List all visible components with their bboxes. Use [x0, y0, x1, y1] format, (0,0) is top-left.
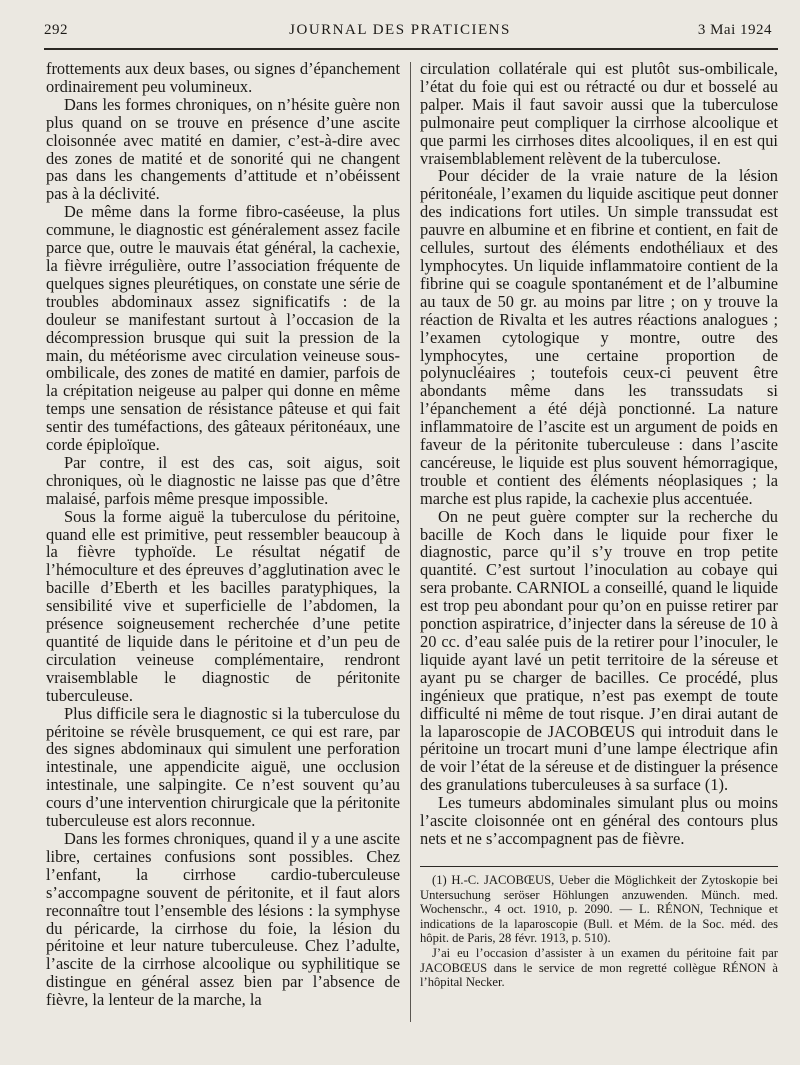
footnote: J’ai eu l’occasion d’assister à un examen du péritoine fait par JACOBŒUS dans le service de mon regretté collègue RÉNON à l’hôpital Necker. [420, 945, 778, 990]
paragraph: On ne peut guère compter sur la recherche du bacille de Koch dans le liquide pour fixer le diagnostic, parce qu’il s’y trouve en trop petite quantité. C’est surtout l’inoculation au cobaye qui sera probante. CARNIOL a conseillé, quand le liquide est trop peu abondant pour qu’on en puisse retirer par ponction aspiratrice, d’injecter dans la séreuse de 10 à 20 cc. d’eau salée puis de la retirer pour l’inoculer, le liquide ayant lavé un petit territoire de la séreuse et ayant pu se charger de bacilles. Ce procédé, plus ingénieux que pratique, n’est pas exempt de toute difficulté ni même de tout risque. J’en dirai autant de la laparoscopie de JACOBŒUS qui introduit dans le péritoine un trocart muni d’une lampe électrique afin de voir l’état de la séreuse et de distinguer la présence des granulations tuberculeuses à sa surface (1). [420, 506, 778, 795]
issue-date: 3 Mai 1924 [697, 22, 772, 38]
footnote: (1) H.-C. JACOBŒUS, Ueber die Möglichkeit der Zytoskopie bei Untersuchung seröser Höhlungen anzuwenden. Münch. med. Wochenschr., 4 oct. 1910, p. 2090. — L. RÉNON, Technique et indications de la laparoscopie (Bull. et Mém. de la Soc. méd. des hôpit. de Paris, 28 févr. 1913, p. 510). [420, 873, 778, 946]
column-divider [410, 62, 411, 1022]
header-rule [44, 48, 778, 50]
paragraph: Pour décider de la vraie nature de la lésion péritonéale, l’examen du liquide ascitique peut donner des indications fort utiles. Un simple transsudat est pauvre en albumine et en fibrine et contient, en fait de cellules, surtout des éléments endothéliaux et des lymphocytes. Un liquide inflammatoire contient de la fibrine qui se coagule spontanément et de l’albumine au taux de 50 gr. au moins par litre ; on y trouve la réaction de Rivalta et les autres réactions analogues ; l’examen cytologique y montre, outre des lymphocytes, une certaine proportion de polynucléaires ; toutefois ceux-ci peuvent être abondants même dans les transsudats si l’épanchement a été déjà ponctionné. La nature inflammatoire de l’ascite est un argument de poids en faveur de la péritonite tuberculeuse : dans l’ascite cancéreuse, le liquide est plus souvent hémorragique, trouble et contient des éléments néoplasiques ; la marche est plus rapide, la cachexie plus accentuée. [420, 166, 778, 508]
paragraph: Dans les formes chroniques, quand il y a une ascite libre, certaines confusions sont possibles. Chez l’enfant, la cirrhose cardio-tuberculeuse s’accompagne souvent de péritonite, et il faut alors reconnaître tout l’ensemble des lésions : la symphyse du péricarde, la cirrhose du foie, la lésion du péritoine et leur nature tuberculeuse. Chez l’adulte, l’ascite de la cirrhose alcoolique ou syphilitique se distingue en général assez bien par l’absence de fièvre, la lenteur de la marche, la [46, 828, 400, 1010]
paragraph: circulation collatérale qui est plutôt sus-ombilicale, l’état du foie qui est ou rétracté ou dur et bosselé au palper. Mais il faut savoir aussi que la tuberculose pulmonaire peut compliquer la cirrhose alcoolique et que parmi les cirrhoses dites alcooliques, il en est qui vraisemblablement relèvent de la tuberculose. [420, 59, 778, 168]
page-number: 292 [44, 22, 68, 38]
page-header [0, 22, 800, 46]
left-column [46, 60, 400, 1009]
paragraph: Plus difficile sera le diagnostic si la tuberculose du péritoine se révèle brusquement, ce qui est rare, par des signes abdominaux qui simulent une perforation intestinale, une appendicite aiguë, une occlusion intestinale, une salpingite. Ce n’est souvent qu’au cours d’une intervention chirurgicale que la péritonite tuberculeuse est alors reconnue. [46, 703, 400, 831]
paragraph: Par contre, il est des cas, soit aigus, soit chroniques, où le diagnostic ne laisse pas que d’être malaisé, parfois même presque impossible. [46, 452, 400, 508]
footnotes [420, 873, 778, 990]
paragraph: Les tumeurs abdominales simulant plus ou moins l’ascite cloisonnée ont en général des contours plus nets et ne s’accompagnent pas de fièvre. [420, 793, 778, 848]
paragraph: Sous la forme aiguë la tuberculose du péritoine, quand elle est primitive, peut ressembler beaucoup à la fièvre typhoïde. Le résultat négatif de l’hémoculture et des épreuves d’agglutination avec le bacille d’Eberth et les bacilles paratyphiques, la sensibilité vive et superficielle de l’abdomen, la présence soigneusement recherchée d’une petite quantité de liquide dans le péritoine et d’un peu de circulation veineuse complémentaire, rendront vraisemblable le diagnostic de péritonite tuberculeuse. [46, 506, 400, 705]
right-column [420, 60, 778, 848]
paragraph: De même dans la forme fibro-caséeuse, la plus commune, le diagnostic est généralement assez facile parce que, outre le mauvais état général, la cachexie, la fièvre irrégulière, outre l’association fréquente de quelques signes pleurétiques, on constate une série de troubles abdominaux assez significatifs : de la douleur se manifestant surtout à l’occasion de la décompression brusque qui suit la pression de la main, du météorisme avec circulation veineuse sous-ombilicale, des zones de matité en damier, parfois de la crépitation neigeuse au palper qui donne en même temps une sensation de résistance pâteuse et qui fait sentir des tuméfactions, des gâteaux péritonéaux, une corde épiploïque. [46, 202, 400, 455]
paragraph: frottements aux deux bases, ou signes d’épanchement ordinairement peu volumineux. [46, 59, 400, 96]
footnote-rule [420, 866, 778, 867]
paragraph: Dans les formes chroniques, on n’hésite guère non plus quand on se trouve en présence d’une ascite cloisonnée avec matité en damier, c’est-à-dire avec des zones de matité et de sonorité qui ne changent pas dans les changements d’attitude et n’obéissent pas à la déclivité. [46, 94, 400, 204]
journal-title: JOURNAL DES PRATICIENS [289, 22, 511, 38]
